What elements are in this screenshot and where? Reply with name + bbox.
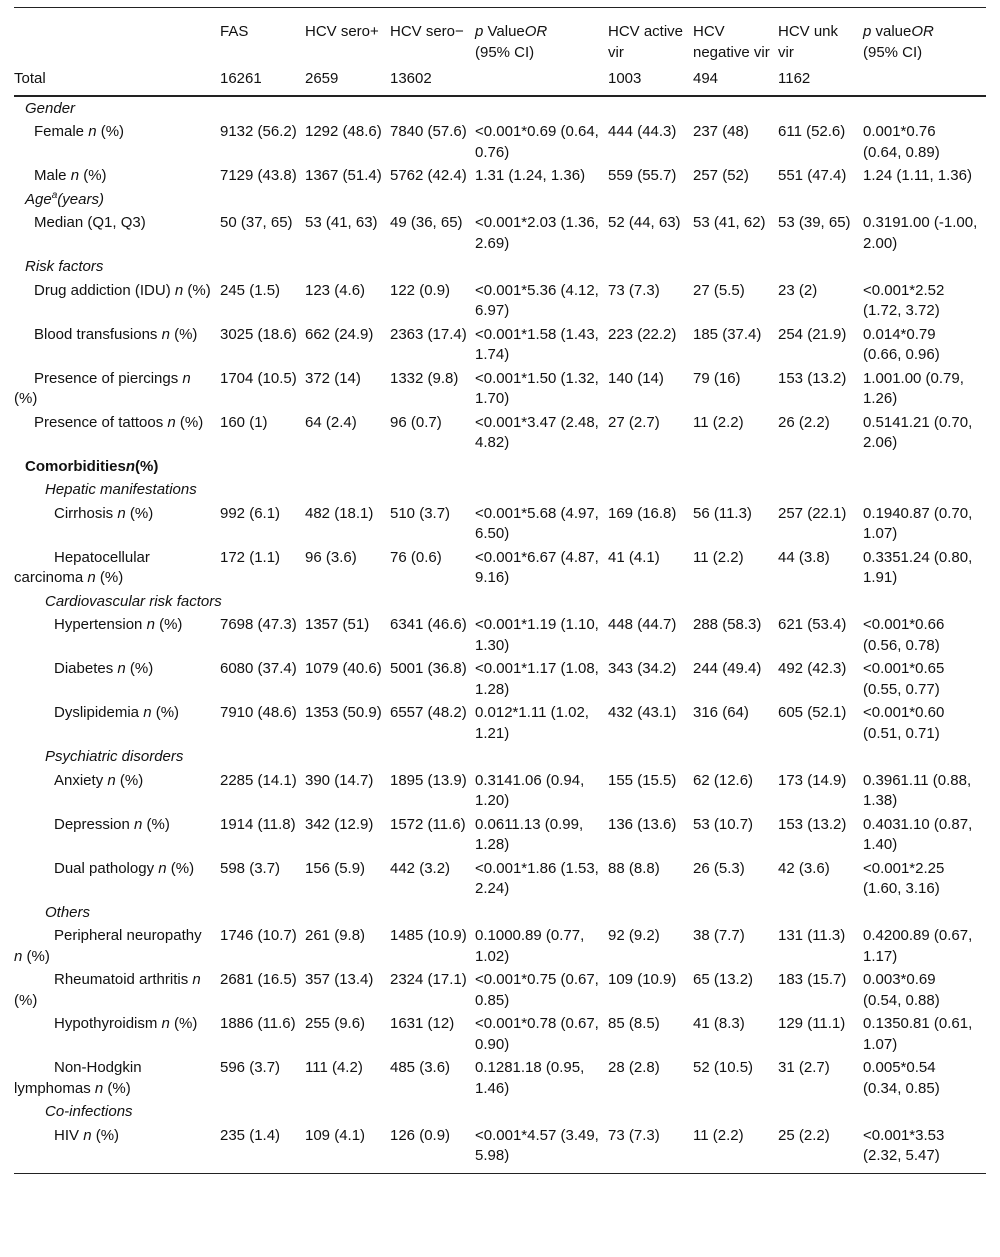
- table-cell: <0.001*0.66 (0.56, 0.78): [863, 616, 945, 654]
- table-cell: 0.1350.81 (0.61, 1.07): [863, 1015, 973, 1053]
- table-cell: 390 (14.7): [305, 771, 374, 789]
- table-cell: 0.012*1.11 (1.02, 1.21): [475, 704, 589, 742]
- table-cell: 52 (10.5): [693, 1059, 754, 1076]
- table-cell: 122 (0.9): [390, 281, 451, 299]
- table-cell: 56 (11.3): [693, 504, 752, 522]
- section-heading: Gender: [25, 99, 76, 117]
- table-cell: 52 (44, 63): [608, 214, 681, 231]
- table-cell: 96 (3.6): [305, 548, 357, 566]
- table-cell: 0.005*0.54 (0.34, 0.85): [863, 1059, 940, 1097]
- table-cell: 109 (4.1): [305, 1124, 390, 1174]
- table-row: [14, 120, 986, 164]
- section-row: [14, 255, 986, 279]
- row-label: HIV n (%): [14, 1124, 220, 1174]
- table-cell: 53 (10.7): [693, 815, 754, 833]
- table-cell: 96 (0.7): [390, 413, 442, 431]
- section-row: [14, 1100, 986, 1124]
- table-cell: <0.001*2.03 (1.36, 2.69): [475, 214, 599, 252]
- table-cell: 1746 (10.7): [220, 927, 297, 944]
- table-cell: 27 (5.5): [693, 281, 745, 299]
- row-label: Anxiety n (%): [54, 771, 144, 789]
- table-cell: 482 (18.1): [305, 504, 374, 522]
- table-cell: 342 (12.9): [305, 815, 374, 833]
- table-cell: 432 (43.1): [608, 704, 677, 721]
- table-cell: 126 (0.9): [390, 1124, 475, 1174]
- row-label: Dyslipidemia n (%): [54, 704, 180, 721]
- table-row: [14, 657, 986, 701]
- table-cell: 6557 (48.2): [390, 704, 467, 721]
- comorbidities-table: [14, 7, 986, 1174]
- table-cell: 49 (36, 65): [390, 214, 463, 231]
- table-row: [14, 164, 986, 188]
- row-label: Peripheral neuropathy n (%): [14, 927, 202, 965]
- row-label: Dual pathology n (%): [54, 859, 195, 877]
- row-label: Diabetes n (%): [54, 660, 154, 677]
- row-label: Hepatocellular carcinoma n (%): [14, 548, 150, 586]
- table-cell: 155 (15.5): [608, 771, 677, 789]
- table-row: [14, 211, 986, 255]
- section-heading: Age$^a$(years): [25, 189, 104, 208]
- header-pvalue-or-1: p ValueOR (95% CI): [475, 8, 608, 64]
- table-cell: 6341 (46.6): [390, 616, 467, 633]
- total-fas: 16261: [220, 63, 305, 96]
- table-cell: <0.001*6.67 (4.87, 9.16): [475, 548, 599, 586]
- table-cell: 169 (16.8): [608, 504, 677, 522]
- table-cell: 662 (24.9): [305, 325, 374, 343]
- table-cell: 65 (13.2): [693, 971, 754, 988]
- table-cell: 111 (4.2): [305, 1059, 363, 1076]
- section-row: [14, 590, 986, 614]
- table-cell: 25 (2.2): [778, 1124, 863, 1174]
- section-heading: Risk factors: [25, 258, 104, 275]
- total-sero-pos: 2659: [305, 63, 390, 96]
- table-cell: 1572 (11.6): [390, 815, 466, 833]
- row-label: Depression n (%): [54, 815, 170, 833]
- table-cell: 38 (7.7): [693, 927, 745, 944]
- section-heading: Cardiovascular risk factors: [45, 592, 222, 610]
- table-cell: 0.3351.24 (0.80, 1.91): [863, 548, 973, 586]
- section-row: [14, 188, 986, 212]
- table-cell: 109 (10.9): [608, 971, 677, 988]
- table-cell: 245 (1.5): [220, 281, 281, 299]
- section-heading: Psychiatric disorders: [45, 748, 184, 765]
- table-cell: 7698 (47.3): [220, 616, 297, 633]
- header-hcv-unk-vir: HCV unk vir: [778, 8, 863, 64]
- table-cell: 551 (47.4): [778, 167, 847, 184]
- table-cell: 223 (22.2): [608, 325, 677, 343]
- table-cell: 288 (58.3): [693, 616, 762, 633]
- table-cell: 621 (53.4): [778, 616, 847, 633]
- table-cell: 53 (41, 62): [693, 214, 766, 231]
- header-hcv-sero-neg: HCV sero−: [390, 8, 475, 64]
- table-cell: <0.001*2.25 (1.60, 3.16): [863, 859, 945, 897]
- table-cell: 44 (3.8): [778, 548, 830, 566]
- table-cell: 605 (52.1): [778, 704, 847, 721]
- table-cell: 27 (2.7): [608, 413, 660, 431]
- table-cell: 611 (52.6): [778, 123, 846, 140]
- table-cell: 0.1281.18 (0.95, 1.46): [475, 1059, 585, 1097]
- table-cell: 0.4200.89 (0.67, 1.17): [863, 927, 973, 965]
- table-cell: 559 (55.7): [608, 167, 677, 184]
- table-cell: 41 (4.1): [608, 548, 660, 566]
- header-hcv-sero-pos: HCV sero+: [305, 8, 390, 64]
- table-cell: 0.3141.06 (0.94, 1.20): [475, 771, 585, 809]
- header-empty-cell: [14, 8, 220, 64]
- table-cell: <0.001*5.36 (4.12, 6.97): [475, 281, 599, 319]
- table-cell: 316 (64): [693, 704, 749, 721]
- row-label: Rheumatoid arthritis n (%): [14, 971, 201, 1009]
- table-cell: 92 (9.2): [608, 927, 660, 944]
- table-cell: 257 (52): [693, 167, 749, 184]
- total-unk: 1162: [778, 63, 863, 96]
- table-cell: <0.001*0.75 (0.67, 0.85): [475, 971, 599, 1009]
- table-cell: 444 (44.3): [608, 123, 677, 140]
- table-cell: 357 (13.4): [305, 971, 374, 988]
- table-row: [14, 701, 986, 745]
- table-cell: 123 (4.6): [305, 281, 366, 299]
- table-cell: 485 (3.6): [390, 1059, 451, 1076]
- table-cell: 1631 (12): [390, 1015, 455, 1032]
- table-cell: 136 (13.6): [608, 815, 677, 833]
- table-cell: 596 (3.7): [220, 1059, 281, 1076]
- table-cell: 0.1000.89 (0.77, 1.02): [475, 927, 585, 965]
- table-cell: 6080 (37.4): [220, 660, 297, 677]
- table-header: [14, 8, 986, 96]
- table-cell: 131 (11.3): [778, 927, 846, 944]
- table-cell: 9132 (56.2): [220, 123, 297, 140]
- table-cell: 1895 (13.9): [390, 771, 467, 789]
- table-cell: 5762 (42.4): [390, 167, 467, 184]
- table-cell: 7840 (57.6): [390, 123, 467, 140]
- table-cell: 257 (22.1): [778, 504, 847, 522]
- table-cell: 2324 (17.1): [390, 971, 467, 988]
- table-cell: 1332 (9.8): [390, 369, 459, 387]
- table-row: [14, 502, 986, 546]
- table-cell: 492 (42.3): [778, 660, 847, 677]
- header-hcv-negative-vir: HCV negative vir: [693, 8, 778, 64]
- table-cell: 255 (9.6): [305, 1015, 366, 1032]
- section-row: [14, 96, 986, 121]
- table-cell: 62 (12.6): [693, 771, 754, 789]
- table-cell: <0.001*1.50 (1.32, 1.70): [475, 369, 599, 407]
- table-cell: 23 (2): [778, 281, 818, 299]
- table-cell: 53 (39, 65): [778, 214, 851, 231]
- table-cell: 261 (9.8): [305, 927, 366, 944]
- table-cell: 1.24 (1.11, 1.36): [863, 167, 972, 184]
- table-row: [14, 924, 986, 968]
- table-cell: <0.001*1.19 (1.10, 1.30): [475, 616, 599, 654]
- table-cell: 1.001.00 (0.79, 1.26): [863, 369, 964, 407]
- section-heading: Co-infections: [45, 1103, 133, 1120]
- table-cell: 31 (2.7): [778, 1059, 830, 1076]
- total-active: 1003: [608, 63, 693, 96]
- table-cell: 153 (13.2): [778, 815, 847, 833]
- table-cell: 140 (14): [608, 369, 664, 387]
- table-cell: 2363 (17.4): [390, 325, 467, 343]
- row-label: Blood transfusions n (%): [34, 325, 198, 343]
- section-heading: Others: [45, 903, 91, 921]
- table-cell: 442 (3.2): [390, 859, 451, 877]
- table-cell: 1353 (50.9): [305, 704, 382, 721]
- row-label: Male n (%): [34, 167, 107, 184]
- row-label: Drug addiction (IDU) n (%): [34, 281, 211, 299]
- row-label: Cirrhosis n (%): [54, 504, 154, 522]
- table-cell: <0.001*3.47 (2.48, 4.82): [475, 413, 599, 451]
- table-cell: <0.001*1.58 (1.43, 1.74): [475, 325, 599, 363]
- table-cell: 0.014*0.79 (0.66, 0.96): [863, 325, 940, 363]
- table-cell: 0.001*0.76 (0.64, 0.89): [863, 123, 940, 161]
- table-cell: <0.001*5.68 (4.97, 6.50): [475, 504, 599, 542]
- table-cell: 129 (11.1): [778, 1015, 846, 1032]
- section-heading: Hepatic manifestations: [45, 481, 197, 498]
- table-row: [14, 968, 986, 1012]
- table-cell: 88 (8.8): [608, 859, 660, 877]
- header-hcv-active-vir: HCV active vir: [608, 8, 693, 64]
- header-pvalue-or-2: p valueOR (95% CI): [863, 8, 986, 64]
- table-cell: 0.5141.21 (0.70, 2.06): [863, 413, 973, 451]
- section-heading: Comorbiditiesn(%): [25, 457, 159, 475]
- table-cell: 172 (1.1): [220, 548, 281, 566]
- table-cell: 254 (21.9): [778, 325, 847, 343]
- table-cell: 237 (48): [693, 123, 749, 140]
- row-label: Presence of tattoos n (%): [34, 413, 204, 431]
- table-cell: 11 (2.2): [693, 1124, 778, 1174]
- table-cell: 85 (8.5): [608, 1015, 660, 1032]
- table-cell: 598 (3.7): [220, 859, 281, 877]
- table-row: [14, 323, 986, 367]
- table-cell: <0.001*0.78 (0.67, 0.90): [475, 1015, 599, 1053]
- table-row: [14, 613, 986, 657]
- table-cell: <0.001*1.17 (1.08, 1.28): [475, 660, 599, 698]
- table-cell: <0.001*2.52 (1.72, 3.72): [863, 281, 945, 319]
- table-row: [14, 411, 986, 455]
- table-cell: 2285 (14.1): [220, 771, 297, 789]
- table-cell: <0.001*0.60 (0.51, 0.71): [863, 704, 945, 742]
- table-cell: 1292 (48.6): [305, 123, 382, 140]
- table-row: [14, 1012, 986, 1056]
- table-cell: 1367 (51.4): [305, 167, 382, 184]
- table-cell: 53 (41, 63): [305, 214, 378, 231]
- table-cell: 244 (49.4): [693, 660, 762, 677]
- table-cell: 183 (15.7): [778, 971, 847, 988]
- table-cell: 5001 (36.8): [390, 660, 467, 677]
- table-cell: <0.001*3.53 (2.32, 5.47): [863, 1124, 986, 1174]
- table-row: [14, 279, 986, 323]
- table-body: [14, 96, 986, 1174]
- table-cell: <0.001*0.65 (0.55, 0.77): [863, 660, 945, 698]
- table-row: [14, 546, 986, 590]
- table-cell: 1079 (40.6): [305, 660, 382, 677]
- table-cell: 1485 (10.9): [390, 927, 467, 944]
- table-cell: <0.001*1.86 (1.53, 2.24): [475, 859, 599, 897]
- total-sero-neg: 13602: [390, 63, 475, 96]
- table-cell: 73 (7.3): [608, 281, 660, 299]
- table-cell: 42 (3.6): [778, 859, 830, 877]
- table-cell: 26 (5.3): [693, 859, 745, 877]
- table-cell: 1704 (10.5): [220, 369, 297, 387]
- table-cell: 28 (2.8): [608, 1059, 660, 1076]
- table-cell: <0.001*0.69 (0.64, 0.76): [475, 123, 599, 161]
- table-cell: 0.4031.10 (0.87, 1.40): [863, 815, 973, 853]
- table-row: [14, 367, 986, 411]
- table-cell: 11 (2.2): [693, 413, 744, 431]
- row-label: Female n (%): [34, 123, 125, 140]
- table-cell: 173 (14.9): [778, 771, 847, 789]
- section-row: [14, 901, 986, 925]
- table-cell: 50 (37, 65): [220, 214, 293, 231]
- total-row: [14, 63, 986, 96]
- table-cell: 510 (3.7): [390, 504, 451, 522]
- table-row: [14, 813, 986, 857]
- section-row: [14, 478, 986, 502]
- total-p2: [863, 63, 986, 96]
- table-cell: 7129 (43.8): [220, 167, 297, 184]
- section-row: [14, 745, 986, 769]
- row-label: Presence of piercings n (%): [14, 369, 191, 407]
- table-cell: 1914 (11.8): [220, 815, 296, 833]
- table-row: [14, 1124, 986, 1174]
- table-cell: 79 (16): [693, 369, 741, 387]
- table-cell: 0.1940.87 (0.70, 1.07): [863, 504, 973, 542]
- total-label: Total: [14, 63, 220, 96]
- section-row: [14, 455, 986, 479]
- table-row: [14, 1056, 986, 1100]
- row-label: Hypothyroidism n (%): [54, 1015, 198, 1032]
- table-cell: 0.003*0.69 (0.54, 0.88): [863, 971, 940, 1009]
- table-cell: 448 (44.7): [608, 616, 677, 633]
- table-cell: 153 (13.2): [778, 369, 847, 387]
- table-cell: 73 (7.3): [608, 1124, 693, 1174]
- row-label: Median (Q1, Q3): [34, 214, 146, 231]
- table-cell: 1357 (51): [305, 616, 370, 633]
- table-cell: 26 (2.2): [778, 413, 830, 431]
- table-cell: 1.31 (1.24, 1.36): [475, 167, 586, 184]
- table-cell: 76 (0.6): [390, 548, 442, 566]
- table-cell: 7910 (48.6): [220, 704, 297, 721]
- table-cell: 185 (37.4): [693, 325, 762, 343]
- total-negative: 494: [693, 63, 778, 96]
- table-cell: 235 (1.4): [220, 1124, 305, 1174]
- header-row: [14, 8, 986, 64]
- table-cell: 0.0611.13 (0.99, 1.28): [475, 815, 584, 853]
- total-p1: [475, 63, 608, 96]
- table-cell: 372 (14): [305, 369, 361, 387]
- table-cell: 160 (1): [220, 413, 268, 431]
- table-cell: 1886 (11.6): [220, 1015, 296, 1032]
- table-cell: 156 (5.9): [305, 859, 366, 877]
- table-cell: 2681 (16.5): [220, 971, 297, 988]
- table-cell: 992 (6.1): [220, 504, 281, 522]
- table-row: [14, 769, 986, 813]
- table-cell: 64 (2.4): [305, 413, 357, 431]
- table-cell: 3025 (18.6): [220, 325, 297, 343]
- row-label: Non-Hodgkin lymphomas n (%): [14, 1059, 142, 1097]
- table-cell: 343 (34.2): [608, 660, 677, 677]
- table-row: [14, 857, 986, 901]
- table-cell: 11 (2.2): [693, 548, 744, 566]
- header-fas: FAS: [220, 8, 305, 64]
- row-label: Hypertension n (%): [54, 616, 183, 633]
- table-cell: 41 (8.3): [693, 1015, 745, 1032]
- table-cell: 0.3191.00 (-1.00, 2.00): [863, 214, 978, 252]
- table-cell: 0.3961.11 (0.88, 1.38): [863, 771, 972, 809]
- table-cell: <0.001*4.57 (3.49, 5.98): [475, 1124, 608, 1174]
